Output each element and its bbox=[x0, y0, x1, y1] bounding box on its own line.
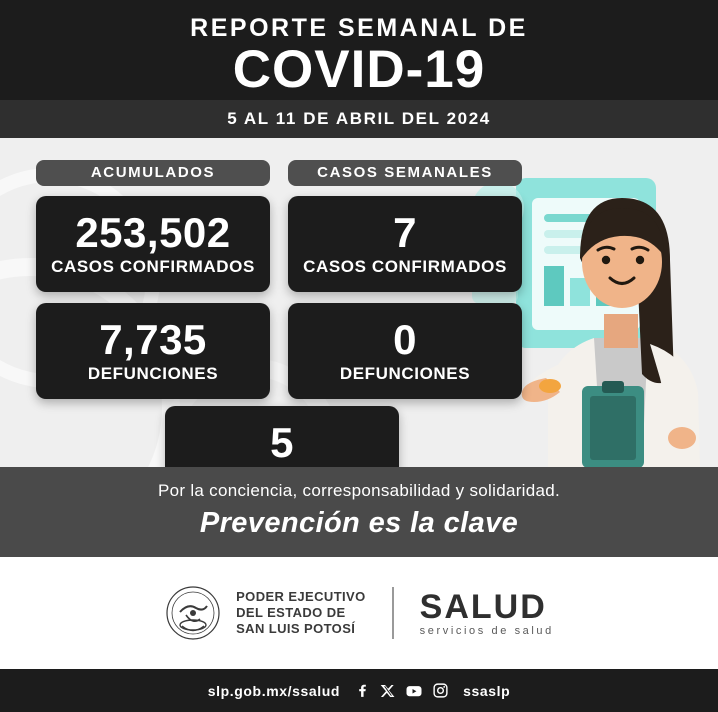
salud-logo bbox=[419, 587, 554, 637]
weekly-section-label: CASOS SEMANALES bbox=[288, 160, 522, 186]
stat-value: 7,735 bbox=[99, 316, 207, 363]
stat-card-weekly-deaths bbox=[288, 303, 522, 399]
social-handle[interactable]: ssaslp bbox=[463, 682, 511, 699]
statistics-area bbox=[0, 138, 718, 467]
government-line-1: PODER EJECUTIVO bbox=[236, 589, 366, 604]
report-date-range: 5 AL 11 DE ABRIL DEL 2024 bbox=[0, 100, 718, 138]
stat-value: 5 bbox=[270, 419, 294, 466]
logo-bar bbox=[0, 557, 718, 669]
report-title: COVID-19 bbox=[232, 40, 486, 99]
slogan-banner bbox=[0, 467, 718, 557]
footer-bar bbox=[0, 669, 718, 712]
government-name bbox=[236, 589, 366, 637]
salud-title: SALUD bbox=[419, 587, 547, 626]
stat-card-accumulated-confirmed bbox=[36, 196, 270, 292]
youtube-icon[interactable] bbox=[405, 682, 423, 700]
stat-label: CASOS CONFIRMADOS bbox=[51, 257, 255, 276]
report-subtitle: REPORTE SEMANAL DE bbox=[190, 14, 528, 42]
government-line-2: DEL ESTADO DE bbox=[236, 605, 346, 620]
stat-label: CASOS CONFIRMADOS bbox=[303, 257, 507, 276]
government-line-3: SAN LUIS POTOSÍ bbox=[236, 621, 356, 636]
salud-subtitle: servicios de salud bbox=[419, 624, 554, 637]
stat-card-accumulated-deaths bbox=[36, 303, 270, 399]
facebook-icon[interactable] bbox=[354, 682, 371, 699]
stat-card-weekly-confirmed bbox=[288, 196, 522, 292]
x-twitter-icon[interactable] bbox=[380, 683, 396, 699]
stat-value: 253,502 bbox=[75, 209, 231, 256]
stat-label: DEFUNCIONES bbox=[339, 364, 471, 383]
stat-value: 0 bbox=[393, 316, 417, 363]
stat-label: DEFUNCIONES bbox=[87, 364, 219, 383]
social-icons-group bbox=[354, 682, 449, 700]
stat-value: 7 bbox=[393, 209, 417, 256]
logo-divider bbox=[392, 587, 394, 639]
website-link[interactable]: slp.gob.mx/ssalud bbox=[207, 682, 341, 699]
slogan-line-1: Por la conciencia, corresponsabilidad y solidaridad. bbox=[157, 481, 561, 500]
slogan-line-2: Prevención es la clave bbox=[199, 507, 519, 539]
poster-header bbox=[0, 0, 718, 100]
mexican-coat-of-arms-icon bbox=[164, 582, 222, 644]
accumulated-section-label: ACUMULADOS bbox=[36, 160, 270, 186]
instagram-icon[interactable] bbox=[432, 682, 449, 699]
